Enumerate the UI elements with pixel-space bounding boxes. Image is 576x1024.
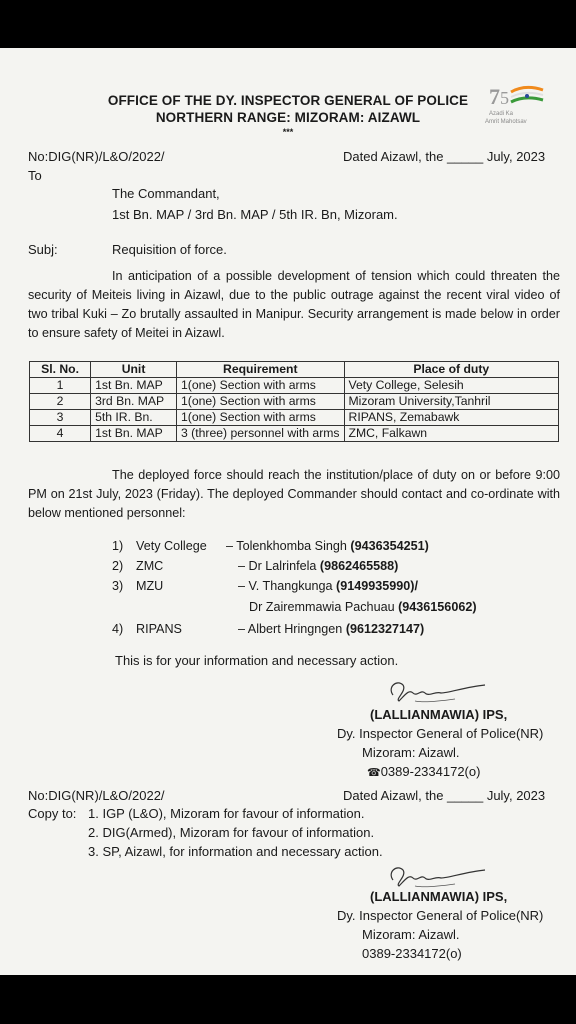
cell-unit: 1st Bn. MAP [91, 378, 177, 394]
subject-label: Subj: [28, 242, 58, 257]
list-item: 4) RIPANS – Albert Hringngen (9612327147) [112, 622, 425, 636]
column-header-requirement: Requirement [177, 362, 345, 378]
list-item: 2) ZMC – Dr Lalrinfela (9862465588) [112, 559, 399, 573]
amrit-mahotsav-emblem-icon [485, 82, 555, 126]
list-item: 3) MZU – V. Thangkunga (9149935990)/ [112, 579, 418, 593]
addressee-units: 1st Bn. MAP / 3rd Bn. MAP / 5th IR. Bn, Mizoram. [112, 207, 398, 222]
signatory-designation-2: Dy. Inspector General of Police(NR) [337, 908, 544, 923]
cell-place: Vety College, Selesih [344, 378, 558, 394]
cell-unit: 1st Bn. MAP [91, 426, 177, 442]
cell-requirement: 1(one) Section with arms [177, 394, 345, 410]
column-header-place: Place of duty [344, 362, 558, 378]
table-row [30, 378, 559, 394]
signatory-phone-1: ☎0389-2334172(o) [367, 764, 481, 779]
document-page [0, 48, 576, 975]
column-header-sl-no: Sl. No. [30, 362, 91, 378]
cell-place: ZMC, Falkawn [344, 426, 558, 442]
phone-icon: ☎ [367, 767, 381, 779]
addressee-title: The Commandant, [112, 186, 220, 201]
cell-requirement: 1(one) Section with arms [177, 378, 345, 394]
logo-text-2: Amrit Mahotsav [485, 119, 527, 125]
signatory-name-2: (LALLIANMAWIA) IPS, [370, 889, 508, 904]
copy-reference-number: No:DIG(NR)/L&O/2022/ [28, 788, 165, 803]
signatory-name-1: (LALLIANMAWIA) IPS, [370, 707, 508, 722]
to-label: To [28, 168, 42, 183]
table-header-row [30, 362, 559, 378]
table-row [30, 426, 559, 442]
signatory-location-1: Mizoram: Aizawl. [362, 745, 460, 760]
list-item: 1. IGP (L&O), Mizoram for favour of information. [88, 806, 365, 821]
list-item: 1) Vety College – Tolenkhomba Singh (9436354251) [112, 539, 429, 553]
signatory-phone-2: 0389-2334172(o) [362, 946, 462, 961]
date-line: Dated Aizawl, the _____ July, 2023 [343, 149, 546, 164]
table-row [30, 394, 559, 410]
list-item: Dr Zairemmawia Pachuau (9436156062) [249, 600, 477, 614]
column-header-unit: Unit [91, 362, 177, 378]
office-title: OFFICE OF THE DY. INSPECTOR GENERAL OF POLICE [107, 93, 469, 108]
reference-number: No:DIG(NR)/L&O/2022/ [28, 149, 165, 164]
cell-sl-no: 3 [30, 410, 91, 426]
cell-requirement: 3 (three) personnel with arms [177, 426, 345, 442]
body-paragraph-1: In anticipation of a possible development of tension which could threaten the security of Meiteis living in Aizawl, due to the public outrage against the recent viral video of two tribal Kuki – Zo brutally assaulted in Manipur. Security arrangement is made below in order to ensure safety of Meitei in Aizawl. [28, 269, 560, 340]
subject-text: Requisition of force. [112, 242, 227, 257]
cell-place: RIPANS, Zemabawk [344, 410, 558, 426]
closing-line: This is for your information and necessary action. [115, 653, 399, 668]
azadi-ka-amrit-mahotsav-logo [485, 82, 555, 126]
signature-scribble-1 [385, 675, 495, 707]
cell-unit: 5th IR. Bn. [91, 410, 177, 426]
range-title: NORTHERN RANGE: MIZORAM: AIZAWL [155, 110, 421, 125]
header-stars: *** [282, 127, 294, 137]
list-item: 3. SP, Aizawl, for information and necessary action. [88, 844, 383, 859]
cell-sl-no: 4 [30, 426, 91, 442]
signatory-designation-1: Dy. Inspector General of Police(NR) [337, 726, 544, 741]
cell-sl-no: 2 [30, 394, 91, 410]
logo-text-1: Azadi Ka [489, 111, 514, 117]
body-paragraph-2: The deployed force should reach the institution/place of duty on or before 9:00 PM on 21st July, 2023 (Friday). The deployed Commander should contact and co-ordinate with below mentioned personnel: [28, 468, 560, 520]
svg-text:7: 7 [489, 84, 500, 109]
signature-scribble-2 [385, 862, 495, 892]
cell-sl-no: 1 [30, 378, 91, 394]
cell-requirement: 1(one) Section with arms [177, 410, 345, 426]
copy-to-label: Copy to: [28, 806, 77, 821]
cell-unit: 3rd Bn. MAP [91, 394, 177, 410]
copy-date-line: Dated Aizawl, the _____ July, 2023 [343, 788, 546, 803]
svg-text:5: 5 [500, 88, 509, 108]
table-row [30, 410, 559, 426]
signatory-location-2: Mizoram: Aizawl. [362, 927, 460, 942]
cell-place: Mizoram University,Tanhril [344, 394, 558, 410]
list-item: 2. DIG(Armed), Mizoram for favour of information. [88, 825, 375, 840]
force-deployment-table [29, 361, 559, 442]
